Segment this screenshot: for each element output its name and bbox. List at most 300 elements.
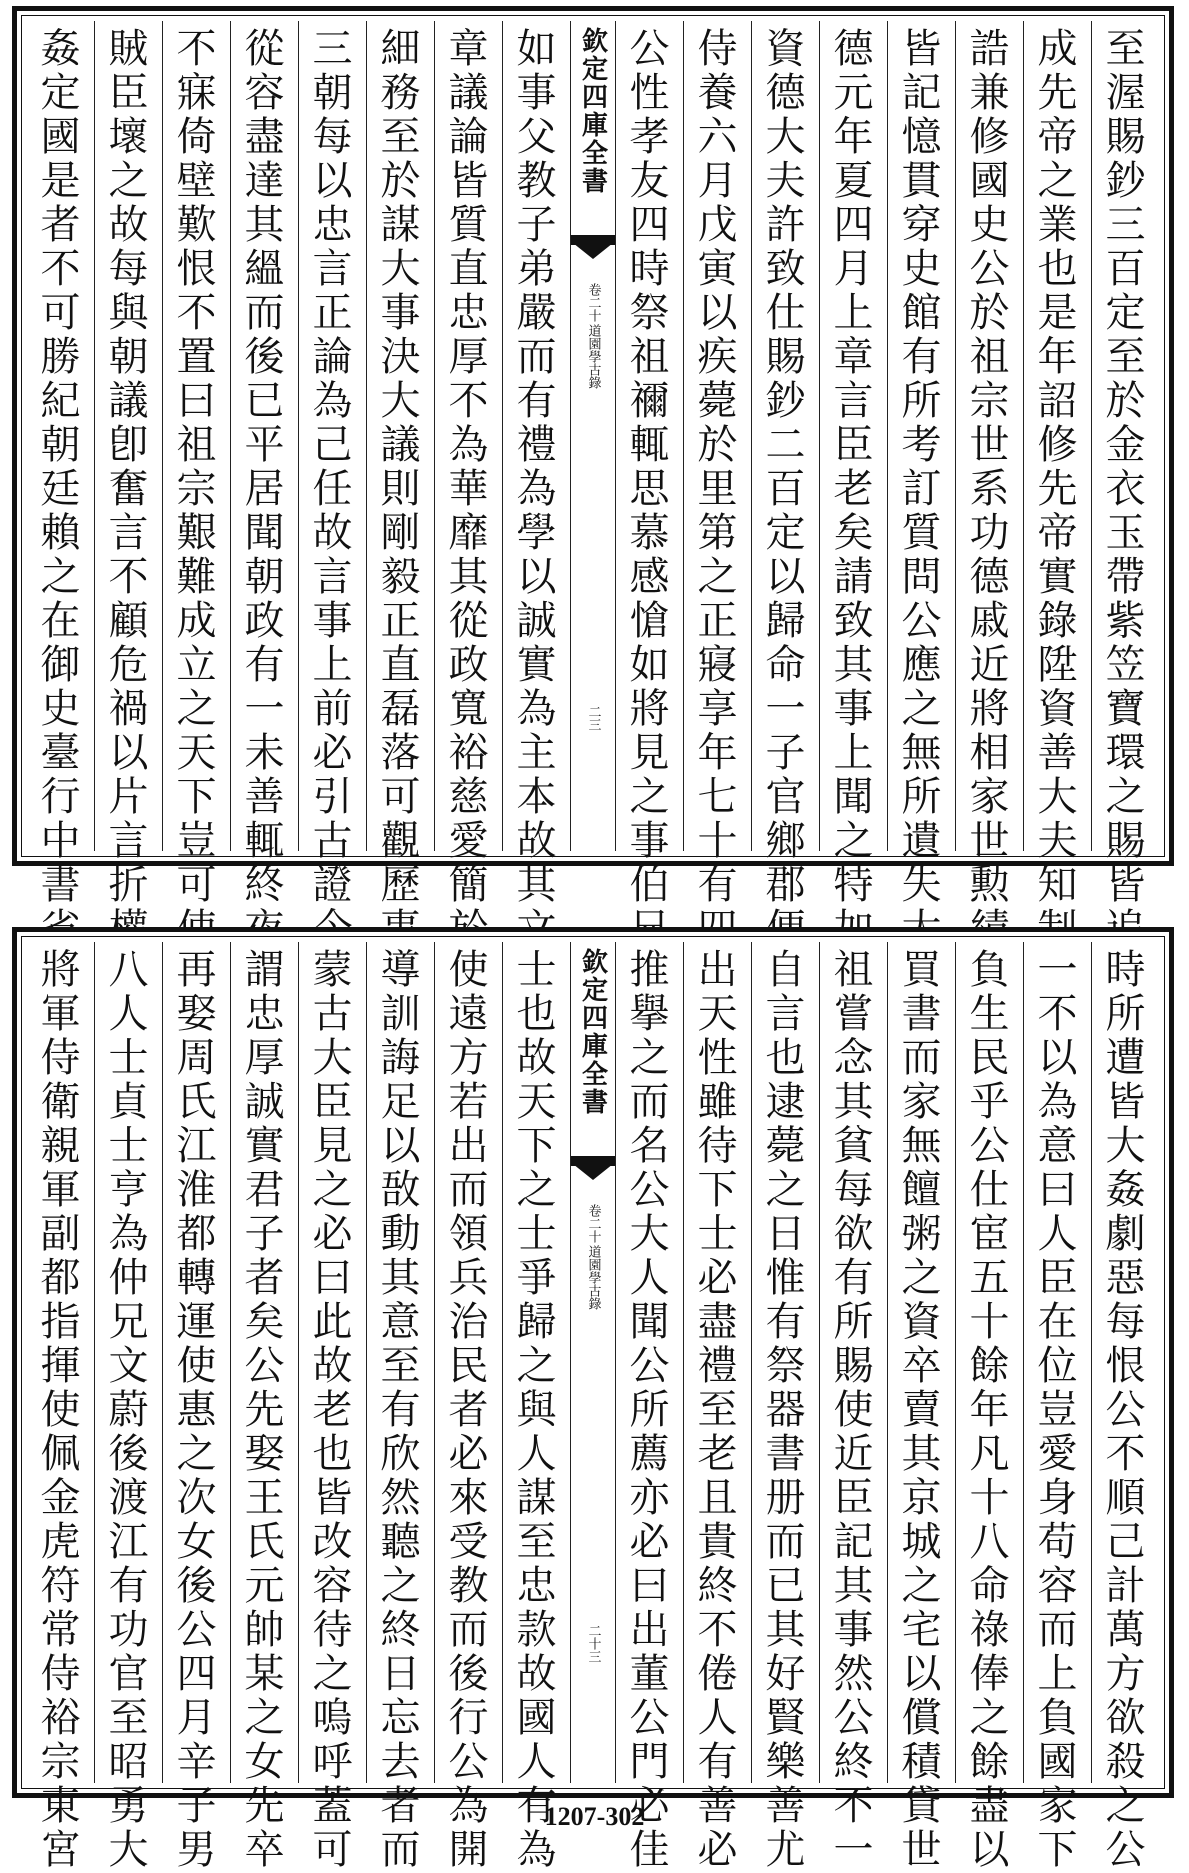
glyph: 業 — [1037, 202, 1078, 248]
glyph: 順 — [1105, 1475, 1146, 1521]
glyph: 而 — [516, 334, 557, 380]
glyph: 將 — [629, 686, 670, 732]
glyph: 不 — [40, 246, 81, 292]
glyph: 平 — [244, 422, 285, 468]
glyph: 之 — [40, 554, 81, 600]
glyph: 而 — [380, 1827, 421, 1873]
glyph: 方 — [1105, 1651, 1146, 1697]
text-column — [751, 942, 819, 1873]
glyph: 四 — [629, 202, 670, 248]
glyph: 相 — [969, 730, 1010, 776]
glyph: 老 — [697, 1431, 738, 1477]
glyph: 誠 — [516, 598, 557, 644]
glyph: 決 — [380, 334, 421, 380]
glyph: 禍 — [108, 686, 149, 732]
glyph: 後 — [108, 1431, 149, 1477]
glyph: 之 — [516, 1343, 557, 1389]
glyph: 六 — [697, 114, 738, 160]
glyph: 成 — [1037, 26, 1078, 72]
glyph: 疾 — [697, 334, 738, 380]
glyph: 則 — [380, 466, 421, 512]
glyph: 事 — [833, 1607, 874, 1653]
glyph: 萬 — [1105, 1607, 1146, 1653]
glyph: 天 — [697, 991, 738, 1037]
glyph: 以 — [380, 1123, 421, 1169]
glyph: 館 — [901, 290, 942, 336]
glyph: 卒 — [901, 1343, 942, 1389]
glyph: 兼 — [969, 70, 1010, 116]
glyph: 仕 — [765, 290, 806, 336]
glyph: 請 — [833, 554, 874, 600]
glyph: 訓 — [380, 991, 421, 1037]
text-column — [955, 942, 1023, 1873]
glyph: 之 — [901, 1563, 942, 1609]
glyph: 衛 — [40, 1079, 81, 1125]
glyph: 有 — [244, 642, 285, 688]
glyph: 惠 — [176, 1387, 217, 1433]
glyph: 必 — [312, 730, 353, 776]
glyph: 至 — [108, 1695, 149, 1741]
collection-title: 欽定四庫全書 — [577, 948, 608, 1116]
glyph: 定 — [40, 70, 81, 116]
glyph: 宗 — [176, 466, 217, 512]
glyph: 賜 — [1105, 114, 1146, 160]
glyph: 官 — [765, 774, 806, 820]
glyph: 蔚 — [108, 1387, 149, 1433]
glyph: 一 — [1037, 947, 1078, 993]
glyph: 故 — [516, 818, 557, 864]
glyph: 故 — [312, 1343, 353, 1389]
glyph: 也 — [516, 991, 557, 1037]
glyph: 姦 — [40, 26, 81, 72]
glyph: 江 — [108, 1519, 149, 1565]
glyph: 年 — [833, 114, 874, 160]
glyph: 卒 — [244, 1827, 285, 1873]
glyph: 以 — [697, 290, 738, 336]
glyph: 之 — [969, 1695, 1010, 1741]
glyph: 有 — [697, 1739, 738, 1785]
book-meta — [584, 1204, 603, 1310]
glyph: 薦 — [629, 1431, 670, 1477]
glyph: 磊 — [380, 686, 421, 732]
glyph: 子 — [176, 1783, 217, 1829]
glyph: 之 — [901, 686, 942, 732]
glyph: 至 — [1105, 334, 1146, 380]
glyph: 盡 — [969, 1783, 1010, 1829]
glyph: 已 — [765, 1563, 806, 1609]
glyph: 劇 — [1105, 1211, 1146, 1257]
glyph: 公 — [969, 246, 1010, 292]
glyph: 知 — [1037, 862, 1078, 908]
glyph: 養 — [697, 70, 738, 116]
text-column — [502, 21, 570, 908]
glyph: 學 — [516, 510, 557, 556]
glyph: 先 — [244, 1387, 285, 1433]
glyph: 惟 — [765, 1255, 806, 1301]
glyph: 上 — [1037, 1651, 1078, 1697]
glyph: 臣 — [312, 1079, 353, 1125]
glyph: 仕 — [969, 1167, 1010, 1213]
glyph: 每 — [833, 1167, 874, 1213]
top-page — [12, 6, 1174, 908]
glyph: 忠 — [244, 991, 285, 1037]
text-column — [887, 942, 955, 1873]
glyph: 民 — [969, 1035, 1010, 1081]
glyph: 人 — [516, 1431, 557, 1477]
glyph: 京 — [901, 1475, 942, 1521]
text-column — [751, 21, 819, 908]
glyph: 待 — [312, 1607, 353, 1653]
glyph: 以 — [312, 158, 353, 204]
glyph: 年 — [697, 730, 738, 776]
glyph: 若 — [448, 1079, 489, 1125]
glyph: 辛 — [176, 1739, 217, 1785]
glyph: 其 — [901, 1431, 942, 1477]
glyph: 近 — [833, 1431, 874, 1477]
glyph: 厚 — [244, 1035, 285, 1081]
glyph: 顧 — [108, 598, 149, 644]
glyph: 三 — [312, 26, 353, 72]
glyph: 善 — [697, 1783, 738, 1829]
glyph: 粥 — [901, 1211, 942, 1257]
glyph: 為 — [516, 1827, 557, 1873]
glyph: 其 — [765, 1607, 806, 1653]
glyph: 老 — [312, 1387, 353, 1433]
glyph: 使 — [448, 947, 489, 993]
glyph: 必 — [697, 1255, 738, 1301]
glyph: 有 — [516, 1783, 557, 1829]
glyph: 可 — [176, 862, 217, 908]
glyph: 其 — [516, 862, 557, 908]
glyph: 孝 — [629, 114, 670, 160]
glyph: 侍 — [40, 1651, 81, 1697]
glyph: 聞 — [629, 1299, 670, 1345]
glyph: 買 — [901, 947, 942, 993]
glyph: 後 — [448, 1651, 489, 1697]
glyph: 方 — [448, 1035, 489, 1081]
glyph: 上 — [833, 290, 874, 336]
text-column — [298, 942, 366, 1873]
glyph: 夏 — [833, 158, 874, 204]
glyph: 款 — [516, 1607, 557, 1653]
glyph: 意 — [380, 1299, 421, 1345]
glyph: 出 — [697, 947, 738, 993]
glyph: 以 — [108, 730, 149, 776]
glyph: 士 — [108, 1035, 149, 1081]
glyph: 戚 — [969, 598, 1010, 644]
glyph: 致 — [765, 246, 806, 292]
glyph: 第 — [697, 510, 738, 556]
book-meta — [584, 283, 603, 389]
page-reference: 1207-302 — [544, 1802, 645, 1831]
glyph: 必 — [312, 1211, 353, 1257]
glyph: 每 — [312, 114, 353, 160]
glyph: 性 — [629, 70, 670, 116]
glyph: 計 — [1105, 1563, 1146, 1609]
text-column — [1023, 21, 1091, 908]
glyph: 次 — [176, 1475, 217, 1521]
glyph: 欲 — [833, 1211, 874, 1257]
glyph: 華 — [448, 466, 489, 512]
glyph: 置 — [176, 334, 217, 380]
glyph: 皆 — [1105, 862, 1146, 908]
glyph: 家 — [969, 774, 1010, 820]
glyph: 逮 — [765, 1079, 806, 1125]
glyph: 許 — [765, 202, 806, 248]
glyph: 有 — [697, 862, 738, 908]
glyph: 資 — [765, 26, 806, 72]
glyph: 待 — [697, 1123, 738, 1169]
glyph: 與 — [108, 290, 149, 336]
glyph: 轉 — [176, 1255, 217, 1301]
glyph: 殺 — [1105, 1739, 1146, 1785]
glyph: 昭 — [108, 1739, 149, 1785]
glyph: 以 — [1037, 1035, 1078, 1081]
glyph: 也 — [765, 1035, 806, 1081]
glyph: 帝 — [1037, 114, 1078, 160]
glyph: 失 — [901, 862, 942, 908]
glyph: 無 — [901, 730, 942, 776]
glyph: 中 — [40, 818, 81, 864]
glyph: 賣 — [901, 1387, 942, 1433]
glyph: 金 — [1105, 422, 1146, 468]
glyph: 郡 — [765, 862, 806, 908]
glyph: 常 — [40, 1607, 81, 1653]
glyph: 遭 — [1105, 1035, 1146, 1081]
text-column — [1091, 942, 1159, 1873]
glyph: 為 — [1037, 1079, 1078, 1125]
glyph: 再 — [176, 947, 217, 993]
glyph: 副 — [40, 1211, 81, 1257]
glyph: 事 — [833, 686, 874, 732]
glyph: 故 — [108, 202, 149, 248]
glyph: 使 — [40, 1387, 81, 1433]
glyph: 在 — [40, 598, 81, 644]
glyph: 毅 — [380, 554, 421, 600]
text-column — [230, 942, 298, 1873]
text-column — [683, 21, 751, 908]
glyph: 日 — [765, 1211, 806, 1257]
glyph: 性 — [697, 1035, 738, 1081]
center-fold — [570, 21, 615, 851]
glyph: 有 — [765, 1299, 806, 1345]
glyph: 於 — [969, 290, 1010, 336]
glyph: 元 — [244, 1563, 285, 1609]
glyph: 指 — [40, 1299, 81, 1345]
text-column — [502, 942, 570, 1873]
glyph: 功 — [969, 510, 1010, 556]
glyph: 尤 — [765, 1827, 806, 1873]
glyph: 先 — [244, 1783, 285, 1829]
glyph: 賜 — [765, 334, 806, 380]
glyph: 可 — [312, 1827, 353, 1873]
glyph: 立 — [176, 642, 217, 688]
glyph: 不 — [697, 1607, 738, 1653]
glyph: 如 — [629, 642, 670, 688]
glyph: 禮 — [516, 422, 557, 468]
glyph: 誨 — [380, 1035, 421, 1081]
glyph: 改 — [312, 1519, 353, 1565]
glyph: 引 — [312, 774, 353, 820]
glyph: 鄉 — [765, 818, 806, 864]
glyph: 百 — [1105, 246, 1146, 292]
glyph: 人 — [629, 1255, 670, 1301]
glyph: 大 — [765, 114, 806, 160]
glyph: 艱 — [176, 510, 217, 556]
glyph: 定 — [765, 510, 806, 556]
text-column — [94, 942, 162, 1873]
glyph: 天 — [176, 730, 217, 776]
glyph: 不 — [176, 26, 217, 72]
glyph: 家 — [901, 1079, 942, 1125]
glyph: 必 — [697, 1827, 738, 1873]
glyph: 環 — [1105, 730, 1146, 776]
glyph: 歷 — [380, 862, 421, 908]
glyph: 者 — [380, 1783, 421, 1829]
glyph: 而 — [448, 1607, 489, 1653]
glyph: 帶 — [1105, 554, 1146, 600]
glyph: 言 — [765, 991, 806, 1037]
glyph: 忠 — [516, 1563, 557, 1609]
glyph: 貫 — [901, 158, 942, 204]
glyph: 而 — [1037, 1607, 1078, 1653]
glyph: 公 — [448, 1739, 489, 1785]
glyph: 曰 — [1037, 1167, 1078, 1213]
glyph: 衣 — [1105, 466, 1146, 512]
glyph: 七 — [697, 774, 738, 820]
glyph: 東 — [40, 1783, 81, 1829]
glyph: 成 — [176, 598, 217, 644]
glyph: 子 — [244, 1211, 285, 1257]
glyph: 上 — [312, 642, 353, 688]
glyph: 實 — [516, 642, 557, 688]
glyph: 下 — [1037, 1827, 1078, 1873]
glyph: 故 — [516, 1035, 557, 1081]
glyph: 年 — [969, 1387, 1010, 1433]
glyph: 友 — [629, 158, 670, 204]
glyph: 賢 — [765, 1695, 806, 1741]
glyph: 以 — [516, 554, 557, 600]
glyph: 政 — [244, 598, 285, 644]
glyph: 先 — [1037, 466, 1078, 512]
glyph: 以 — [901, 1651, 942, 1697]
glyph: 容 — [1037, 1563, 1078, 1609]
glyph: 大 — [312, 1035, 353, 1081]
glyph: 定 — [1105, 290, 1146, 336]
glyph: 所 — [833, 1299, 874, 1345]
glyph: 百 — [765, 466, 806, 512]
glyph: 人 — [516, 1739, 557, 1785]
glyph: 導 — [380, 947, 421, 993]
glyph: 老 — [833, 466, 874, 512]
glyph: 兵 — [448, 1255, 489, 1301]
glyph: 不 — [448, 378, 489, 424]
glyph: 賴 — [40, 510, 81, 556]
glyph: 爭 — [516, 1255, 557, 1301]
glyph: 樂 — [765, 1739, 806, 1785]
text-column — [434, 21, 502, 908]
glyph: 恨 — [176, 246, 217, 292]
glyph: 故 — [312, 510, 353, 556]
glyph: 公 — [1105, 1827, 1146, 1873]
glyph: 從 — [244, 26, 285, 72]
glyph: 伯 — [629, 862, 670, 908]
glyph: 德 — [833, 26, 874, 72]
glyph: 之 — [380, 1563, 421, 1609]
glyph: 曰 — [312, 1255, 353, 1301]
glyph: 寐 — [176, 70, 217, 116]
glyph: 上 — [833, 730, 874, 776]
glyph: 於 — [1105, 378, 1146, 424]
glyph: 嗚 — [312, 1695, 353, 1741]
glyph: 為 — [108, 1211, 149, 1257]
glyph: 歎 — [176, 202, 217, 248]
glyph: 都 — [40, 1255, 81, 1301]
glyph: 江 — [176, 1123, 217, 1169]
glyph: 兄 — [108, 1299, 149, 1345]
glyph: 聞 — [244, 510, 285, 556]
glyph: 史 — [969, 202, 1010, 248]
glyph: 直 — [448, 246, 489, 292]
glyph: 王 — [244, 1475, 285, 1521]
glyph: 將 — [969, 686, 1010, 732]
glyph: 修 — [1037, 422, 1078, 468]
glyph: 忠 — [448, 290, 489, 336]
glyph: 以 — [969, 1827, 1010, 1873]
juan-label: 卷二十 — [585, 1204, 601, 1243]
glyph: 官 — [108, 1651, 149, 1697]
glyph: 剛 — [380, 510, 421, 556]
glyph: 而 — [629, 1079, 670, 1125]
glyph: 言 — [312, 554, 353, 600]
glyph: 為 — [516, 686, 557, 732]
glyph: 積 — [901, 1739, 942, 1785]
glyph: 夫 — [765, 158, 806, 204]
glyph: 裕 — [40, 1695, 81, 1741]
glyph: 之 — [516, 1167, 557, 1213]
glyph: 實 — [244, 1123, 285, 1169]
glyph: 不 — [833, 1783, 874, 1829]
glyph: 細 — [380, 26, 421, 72]
glyph: 遠 — [448, 991, 489, 1037]
text-column — [298, 21, 366, 908]
text-column — [615, 942, 683, 1873]
glyph: 有 — [380, 1387, 421, 1433]
glyph: 主 — [516, 730, 557, 776]
glyph: 時 — [1105, 947, 1146, 993]
glyph: 苟 — [1037, 1519, 1078, 1565]
glyph: 其 — [833, 1079, 874, 1125]
glyph: 貸 — [901, 1783, 942, 1829]
glyph: 皆 — [448, 158, 489, 204]
glyph: 人 — [697, 1695, 738, 1741]
glyph: 皆 — [901, 26, 942, 72]
text-column — [94, 21, 162, 908]
glyph: 御 — [40, 642, 81, 688]
glyph: 年 — [1037, 334, 1078, 380]
glyph: 欲 — [1105, 1695, 1146, 1741]
glyph: 忘 — [380, 1695, 421, 1741]
glyph: 至 — [516, 1519, 557, 1565]
glyph: 簡 — [448, 862, 489, 908]
glyph: 前 — [312, 686, 353, 732]
glyph: 也 — [1037, 246, 1078, 292]
glyph: 書 — [40, 862, 81, 908]
glyph: 薨 — [765, 1123, 806, 1169]
glyph: 系 — [969, 466, 1010, 512]
glyph: 寶 — [1105, 686, 1146, 732]
glyph: 大 — [1105, 1123, 1146, 1169]
